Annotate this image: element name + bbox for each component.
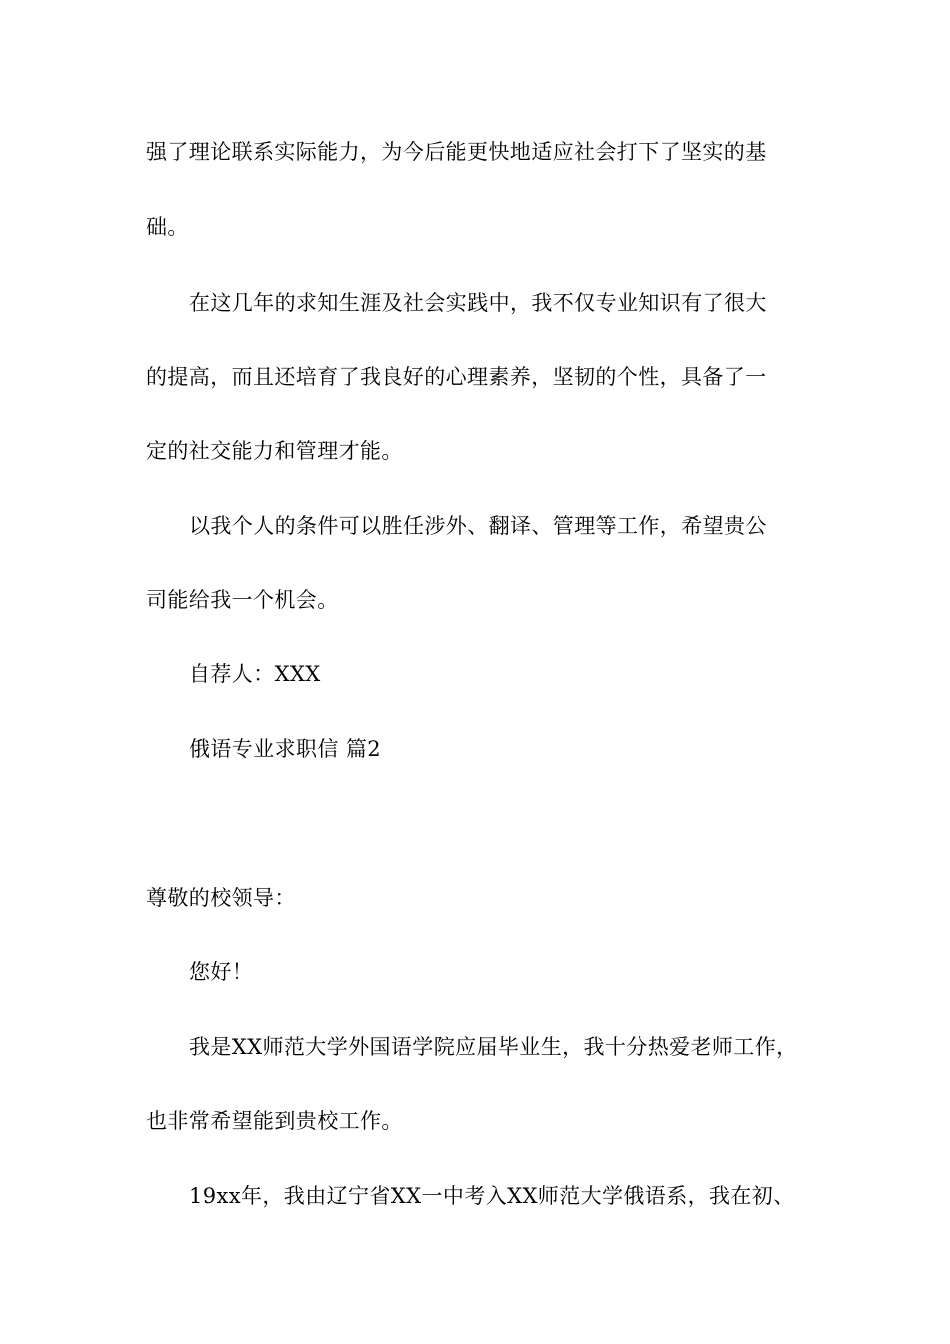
paragraph-line: 19xx年，我由辽宁省XX一中考入XX师范大学俄语系，我在初、 [189,1184,795,1208]
paragraph-line: 以我个人的条件可以胜任涉外、翻译、管理等工作，希望贵公 [189,514,767,538]
paragraph-line: 的提高，而且还培育了我良好的心理素养，坚韧的个性，具备了一 [146,365,767,389]
paragraph-line: 也非常希望能到贵校工作。 [146,1109,403,1133]
paragraph-line: 我是XX师范大学外国语学院应届毕业生，我十分热爱老师工作， [189,1035,798,1059]
paragraph-line: 定的社交能力和管理才能。 [146,439,403,463]
section-heading: 俄语专业求职信 篇2 [189,737,382,761]
signature-line: 自荐人：XXX [189,662,321,686]
paragraph-line: 强了理论联系实际能力，为今后能更快地适应社会打下了坚实的基 [146,140,767,164]
greeting: 您好！ [189,960,254,984]
salutation: 尊敬的校领导： [146,886,296,910]
paragraph-line: 在这几年的求知生涯及社会实践中，我不仅专业知识有了很大 [189,291,767,315]
paragraph-line: 司能给我一个机会。 [146,588,339,612]
paragraph-line: 础。 [146,215,189,239]
